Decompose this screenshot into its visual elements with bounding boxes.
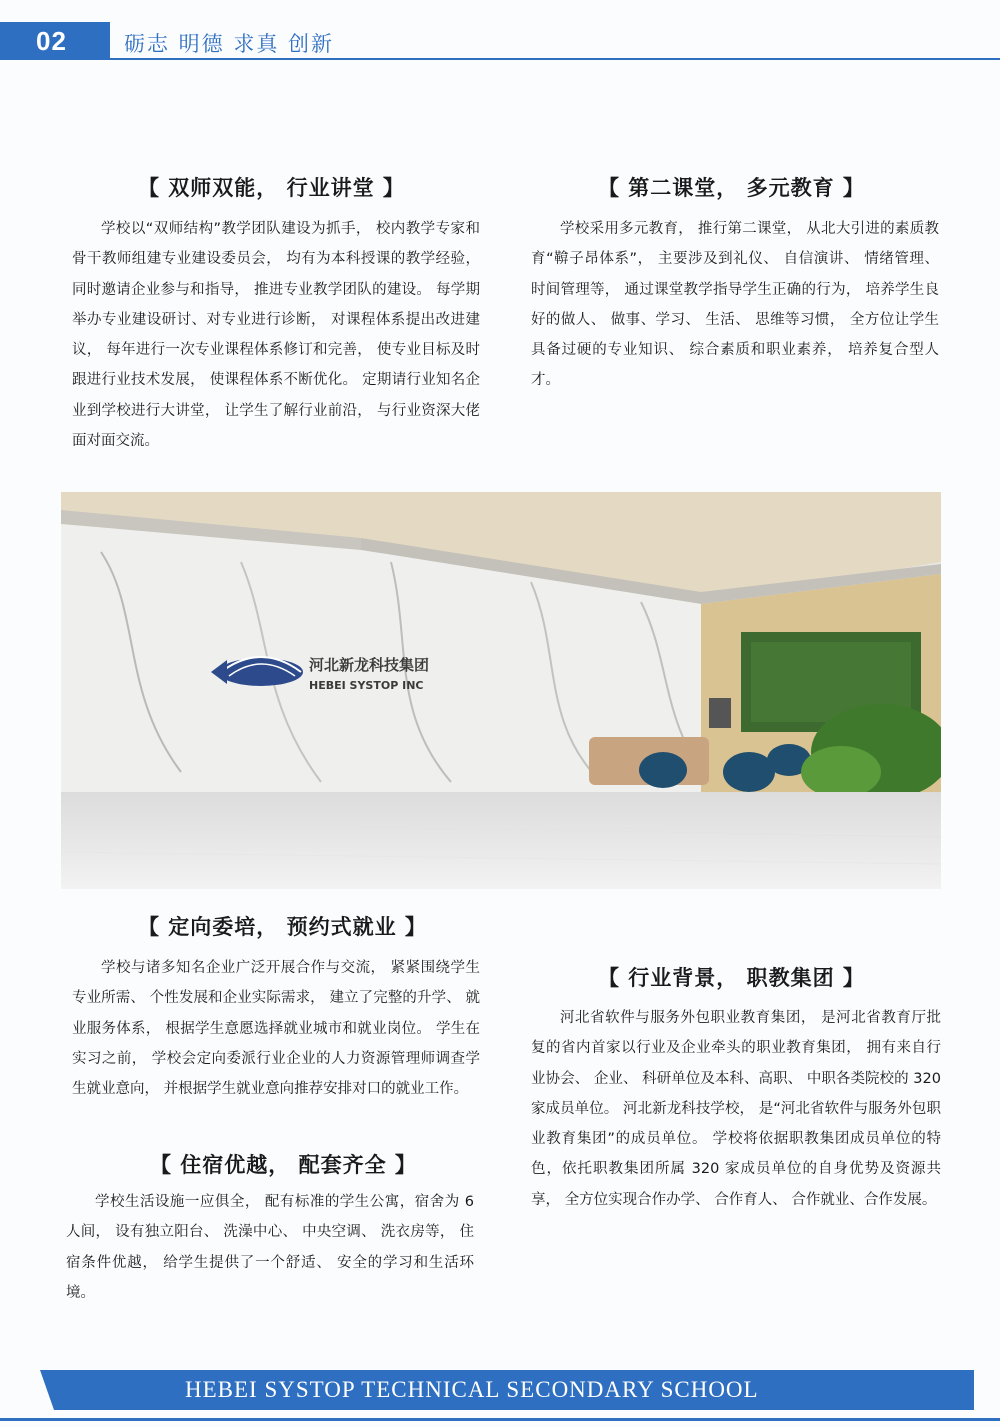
logo-chinese-name: 河北新龙科技集团 <box>309 656 430 674</box>
section-body-accommodation: 学校生活设施一应俱全， 配有标准的学生公寓，宿舍为 6 人间， 设有独立阳台、 洗澡中心、 中央空调、 洗衣房等， 住宿条件优越， 给学生提供了一个舒适、 安全的学习和生活环境。 <box>66 1194 474 1301</box>
section-body-employment: 学校与诸多知名企业广泛开展合作与交流， 紧紧围绕学生专业所需、 个性发展和企业实际需求， 建立了完整的升学、 就业服务体系， 根据学生意愿选择就业城市和就业岗位。 学生在实习之前， 学校会定向委派行业企业的人力资源管理师调查学生就业意向， 并根据学生就业意向推荐安排对口的就业工作。 <box>72 960 480 1098</box>
page-number-tab <box>0 22 110 60</box>
header-rule <box>110 58 1000 60</box>
section-body-second-classroom: 学校采用多元教育， 推行第二课堂， 从北大引进的素质教育“鞥子昂体系”， 主要涉及到礼仪、 自信演讲、 情绪管理、 时间管理等， 通过课堂教学指导学生正确的行为， 培养学生良好的做人、 做事、学习、 生活、 思维等习惯， 全方位让学生具备过硬的专业知识、 综合素质和职业素养， 培养复合型人才。 <box>531 221 939 389</box>
footer-slash-accent <box>40 1370 54 1410</box>
section-body-industry-group: 河北省软件与服务外包职业教育集团， 是河北省教育厅批复的省内首家以行业及企业牵头的职业教育集团， 拥有来自行业协会、 企业、 科研单位及本科、高职、 中职各类院校的 320 家成员单位。 河北新龙科技学校， 是“河北省软件与服务外包职业教育集团”的成员单位。 学校将依据职教集团成员单位的特色，依托职教集团所属 320 家成员单位的自身优势及资源共享， 全方位实现合作办学、 合作育人、 合作就业、合作发展。 <box>531 1010 941 1208</box>
section-title-second-classroom: 【 第二课堂， 多元教育 】 <box>598 176 865 200</box>
section-body-dual-teacher: 学校以“双师结构”教学团队建设为抓手， 校内教学专家和骨干教师组建专业建设委员会， 均有为本科授课的教学经验， 同时邀请企业参与和指导， 推进专业教学团队的建设。 每学期举办专业建设研讨、对专业进行诊断， 对课程体系提出改进建议， 每年进行一次专业课程体系修订和完善， 使专业目标及时跟进行业技术发展， 使课程体系不断优化。 定期请行业知名企业到学校进行大讲堂， 让学生了解行业前沿， 与行业资深大佬面对面交流。 <box>72 221 480 450</box>
footer-school-name: HEBEI SYSTOP TECHNICAL SECONDARY SCHOOL <box>185 1377 759 1402</box>
lobby-photo <box>61 492 941 889</box>
section-title-accommodation: 【 住宿优越， 配套齐全 】 <box>150 1153 417 1177</box>
section-title-dual-teacher: 【 双师双能， 行业讲堂 】 <box>138 176 405 200</box>
footer-rule <box>0 1418 1000 1421</box>
page-number: 02 <box>36 26 67 56</box>
school-motto: 砺志 明德 求真 创新 <box>124 32 335 56</box>
section-title-employment: 【 定向委培， 预约式就业 】 <box>138 915 427 939</box>
section-title-industry-group: 【 行业背景， 职教集团 】 <box>598 966 865 990</box>
logo-english-name: HEBEI SYSTOP INC <box>309 679 424 692</box>
